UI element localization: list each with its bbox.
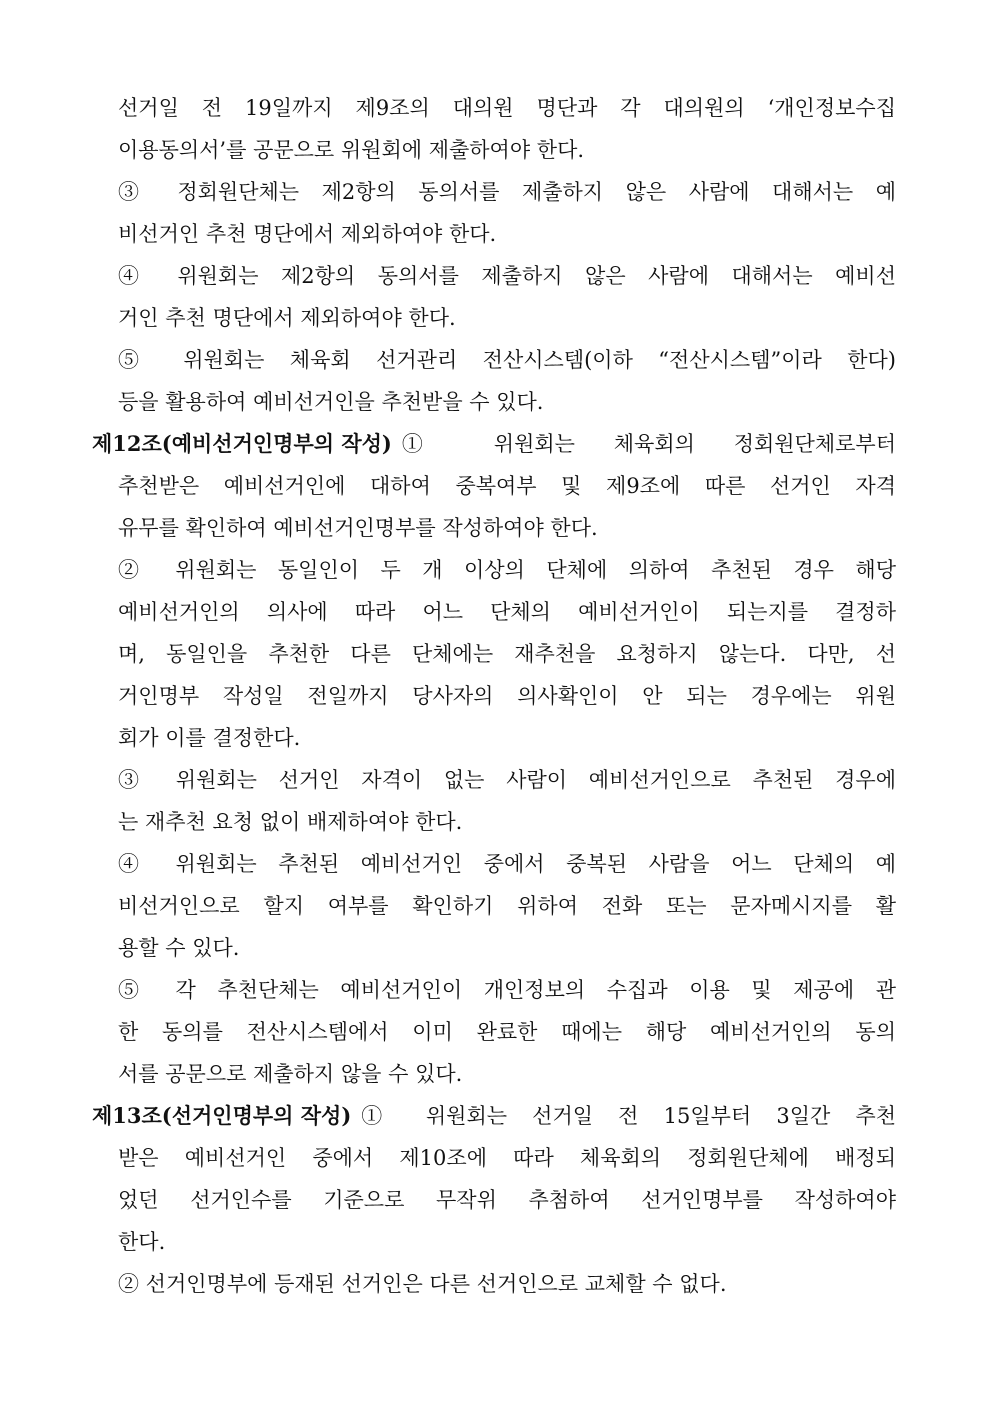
text-line: ② 선거인명부에 등재된 선거인은 다른 선거인으로 교체할 수 없다. bbox=[118, 1272, 727, 1296]
text-line: 는 재추천 요청 없이 배제하여야 한다. bbox=[118, 810, 463, 834]
article-13-title: 제13조(선거인명부의 작성) bbox=[92, 1103, 352, 1128]
text-line: 회가 이를 결정한다. bbox=[118, 726, 301, 750]
text-line: 한 동의를 전산시스템에서 이미 완료한 때에는 해당 예비선거인의 동의 bbox=[118, 1020, 896, 1044]
text-line: 추천받은 예비선거인에 대하여 중복여부 및 제9조에 따른 선거인 자격 bbox=[118, 474, 896, 498]
paragraph-5-line: ⑤ 위원회는 체육회 선거관리 전산시스템(이하 “전산시스템”이라 한다) bbox=[118, 348, 896, 372]
text-line: ④ 위원회는 추천된 예비선거인 중에서 중복된 사람을 어느 단체의 예 bbox=[118, 852, 896, 876]
text-line: 비선거인 추천 명단에서 제외하여야 한다. bbox=[118, 222, 497, 246]
text-line: ⑤ 각 추천단체는 예비선거인이 개인정보의 수집과 이용 및 제공에 관 bbox=[118, 978, 896, 1002]
text-line: 용할 수 있다. bbox=[118, 936, 240, 960]
text-line: 등을 활용하여 예비선거인을 추천받을 수 있다. bbox=[118, 390, 544, 414]
text-line: 한다. bbox=[118, 1230, 166, 1254]
paragraph-3-line: ③ 정회원단체는 제2항의 동의서를 제출하지 않은 사람에 대해서는 예 bbox=[118, 180, 896, 204]
text-line: ① 위원회는 선거일 전 15일부터 3일간 추천 bbox=[361, 1104, 896, 1128]
text-line: ③ 위원회는 선거인 자격이 없는 사람이 예비선거인으로 추천된 경우에 bbox=[118, 768, 896, 792]
text-line: ② 위원회는 동일인이 두 개 이상의 단체에 의하여 추천된 경우 해당 bbox=[118, 558, 896, 582]
text-line: 이용동의서’를 공문으로 위원회에 제출하여야 한다. bbox=[118, 138, 585, 162]
article-12-heading-line bbox=[92, 429, 896, 459]
text-line: 선거일 전 19일까지 제9조의 대의원 명단과 각 대의원의 ‘개인정보수집 bbox=[118, 96, 896, 120]
text-line: 받은 예비선거인 중에서 제10조에 따라 체육회의 정회원단체에 배정되 bbox=[118, 1146, 896, 1170]
text-line: 서를 공문으로 제출하지 않을 수 있다. bbox=[118, 1062, 463, 1086]
text-line: ① 위원회는 체육회의 정회원단체로부터 bbox=[401, 432, 896, 456]
article-12-title: 제12조(예비선거인명부의 작성) bbox=[92, 431, 392, 456]
text-line: 비선거인으로 할지 여부를 확인하기 위하여 전화 또는 문자메시지를 활 bbox=[118, 894, 896, 918]
paragraph-4-line: ④ 위원회는 제2항의 동의서를 제출하지 않은 사람에 대해서는 예비선 bbox=[118, 264, 896, 288]
text-line: 었던 선거인수를 기준으로 무작위 추첨하여 선거인명부를 작성하여야 bbox=[118, 1188, 896, 1212]
text-line: 며, 동일인을 추천한 다른 단체에는 재추천을 요청하지 않는다. 다만, 선 bbox=[118, 642, 896, 666]
text-line: 유무를 확인하여 예비선거인명부를 작성하여야 한다. bbox=[118, 516, 598, 540]
text-line: 거인 추천 명단에서 제외하여야 한다. bbox=[118, 306, 456, 330]
article-13-heading-line bbox=[92, 1101, 896, 1131]
text-line: 예비선거인의 의사에 따라 어느 단체의 예비선거인이 되는지를 결정하 bbox=[118, 600, 896, 624]
text-line: 거인명부 작성일 전일까지 당사자의 의사확인이 안 되는 경우에는 위원 bbox=[118, 684, 896, 708]
